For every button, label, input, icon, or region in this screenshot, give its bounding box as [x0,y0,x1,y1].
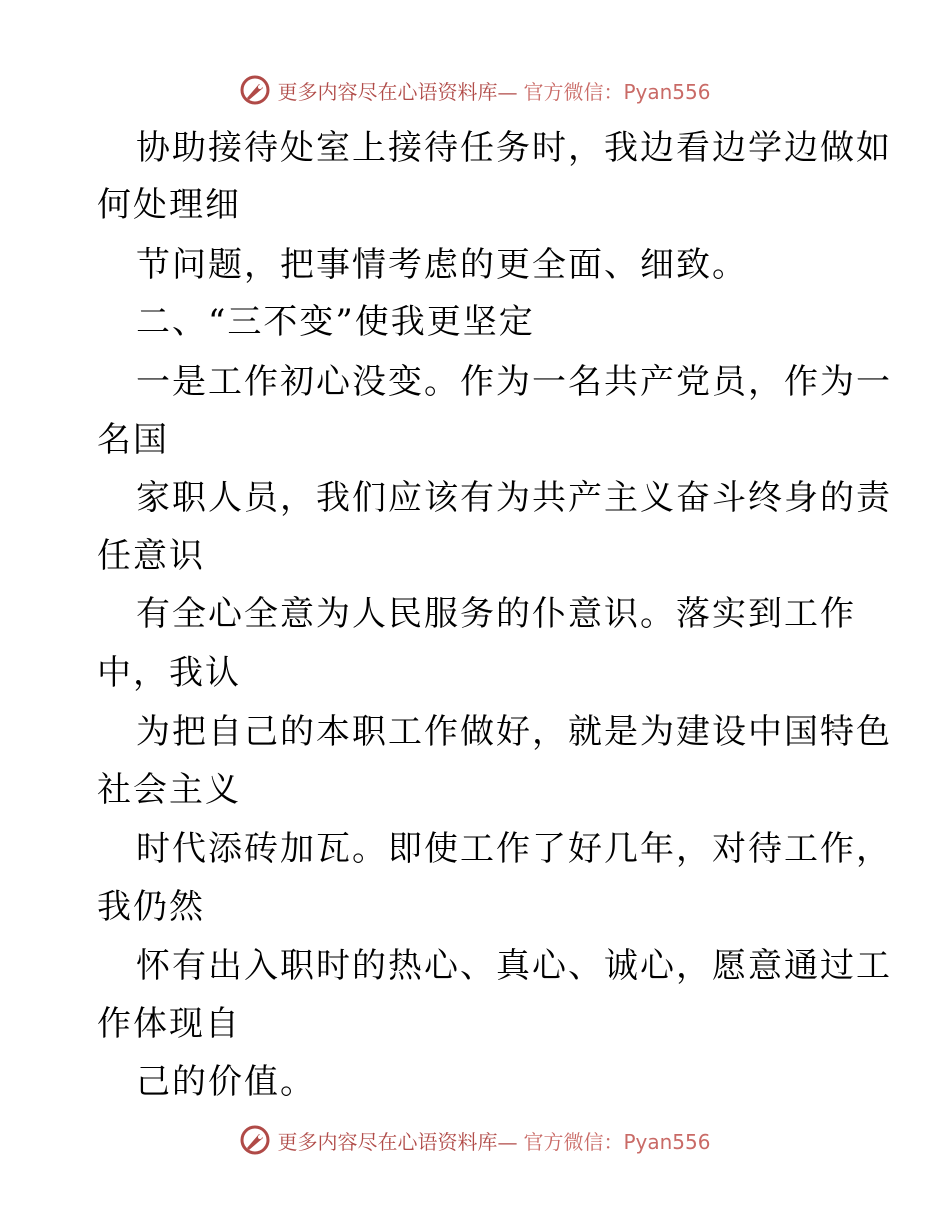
paragraph-line: 有全心全意为人民服务的仆意识。落实到工作 [136,594,856,634]
paragraph-line: 怀有出入职时的热心、真心、诚心，愿意通过工 [136,946,892,986]
paragraph-line: 节问题，把事情考虑的更全面、细致。 [136,245,748,285]
watermark-contact: 官方微信：Pyan556 [523,1129,711,1154]
pen-nib-circle-icon [239,1124,271,1156]
paragraph-line: 我仍然 [97,887,205,927]
header-watermark [0,70,950,110]
paragraph-line: 时代添砖加瓦。即使工作了好几年，对待工作， [136,829,892,869]
paragraph-line: 家职人员，我们应该有为共产主义奋斗终身的责 [136,478,892,518]
pen-nib-circle-icon [239,74,271,106]
paragraph-line: 名国 [97,420,169,460]
watermark-contact: 官方微信：Pyan556 [523,79,711,104]
paragraph-line: 为把自己的本职工作做好，就是为建设中国特色 [136,712,892,752]
paragraph-line: 一是工作初心没变。作为一名共产党员，作为一 [136,362,892,402]
footer-watermark [0,1120,950,1160]
paragraph-line: 中，我认 [97,653,241,693]
paragraph-line: 社会主义 [97,770,241,810]
paragraph-line: 己的价值。 [136,1062,316,1102]
watermark-text: 更多内容尽在心语资料库— [277,1129,518,1154]
paragraph-line: 任意识 [97,536,205,576]
paragraph-line: 何处理细 [97,185,241,225]
watermark-text: 更多内容尽在心语资料库— [277,79,518,104]
paragraph-line: 协助接待处室上接待任务时，我边看边学边做如 [136,128,892,168]
paragraph-line: 作体现自 [97,1004,241,1044]
section-heading: 二、“三不变”使我更坚定 [136,302,535,342]
